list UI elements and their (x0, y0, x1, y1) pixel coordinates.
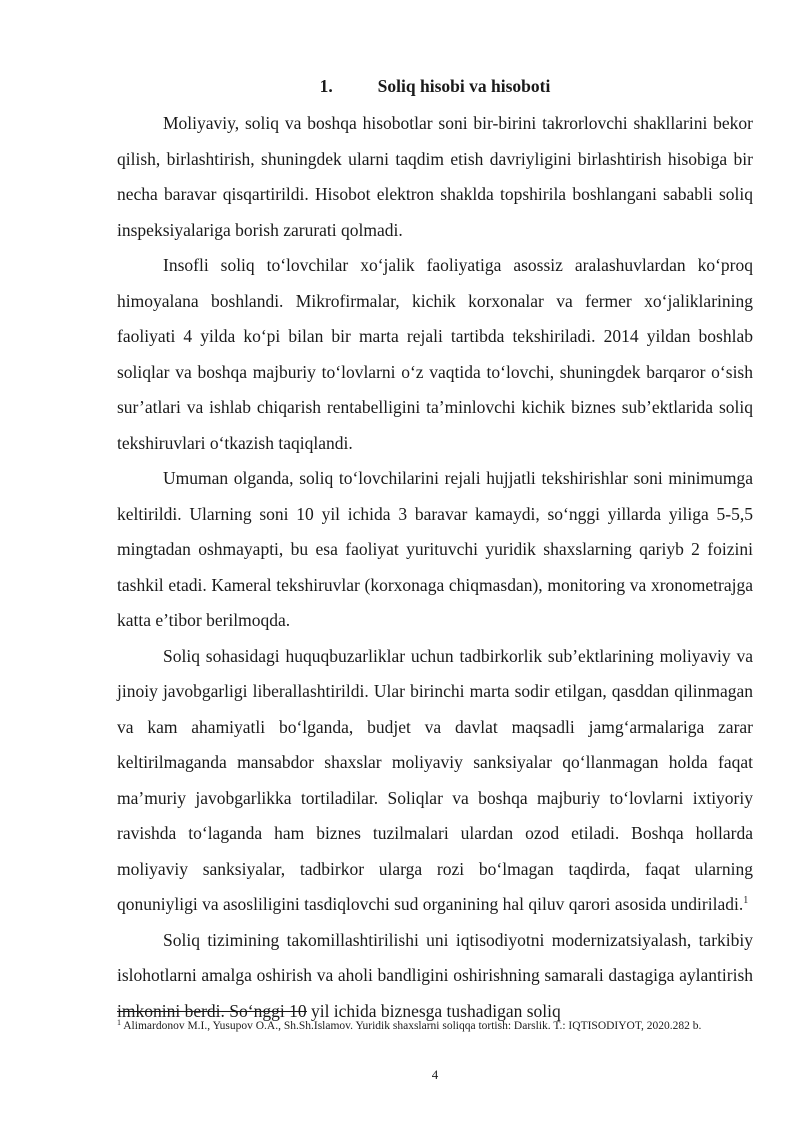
section-heading (117, 74, 753, 98)
paragraph-4 (117, 639, 753, 923)
body-text (117, 106, 753, 1029)
page-number: 4 (431, 1067, 439, 1082)
footnote (117, 1016, 753, 1036)
section-number: 1. (319, 76, 333, 96)
section-title: Soliq hisobi va hisoboti (377, 76, 551, 96)
document-page (117, 0, 753, 1131)
paragraph-4-text: Soliq sohasidagi huquqbuzarliklar uchun tadbirkorlik sub’ektlarining moliyaviy va jinoiy javobgarligi liberallashtirildi. Ular birinchi marta sodir etilgan, qasddan qilinmagan va kam ahamiyatli bo‘lganda, budjet va davlat maqsadli jamg‘armalariga zarar keltirilmaganda mansabdor shaxslar moliyaviy sanksiyalar qo‘llanmagan holda faqat ma’muriy javobgarlikka tortiladilar. Soliqlar va boshqa majburiy to‘lovlarni ixtiyoriy ravishda to‘laganda ham biznes tuzilmalari ulardan ozod etiladi. Boshqa hollarda moliyaviy sanksiyalar, tadbirkor ularga rozi bo‘lmagan taqdirda, faqat ularning qonuniyligi va asosliligini tasdiqlovchi sud organining hal qiluv qarori asosida undiriladi. (117, 645, 753, 914)
footnote-marker: 1 (117, 1018, 121, 1027)
footnote-reference[interactable]: 1 (743, 895, 749, 906)
paragraph-5: Soliq tizimining takomillashtirilishi uni iqtisodiyotni modernizatsiyalash, tarkibiy islohotlarni amalga oshirish va aholi bandligini oshirishning samarali dastagiga aylantirish imkonini berdi. So‘nggi 10 yil ichida biznesga tushadigan soliq (117, 929, 753, 1021)
footnote-divider (117, 1011, 307, 1012)
paragraph-2: Insofli soliq to‘lovchilar xo‘jalik faoliyatiga asossiz aralashuvlardan ko‘proq himoyalana boshlandi. Mikrofirmalar, kichik korxonalar va fermer xo‘jaliklarining faoliyati 4 yilda ko‘pi bilan bir marta rejali tartibda tekshiriladi. 2014 yildan boshlab soliqlar va boshqa majburiy to‘lovlarni o‘z vaqtida to‘lovchi, shuningdek barqaror o‘sish sur’atlari va ishlab chiqarish rentabelligini ta’minlovchi kichik biznes sub’ektlarida soliq tekshiruvlari o‘tkazish taqiqlandi. (117, 255, 753, 453)
paragraph-3: Umuman olganda, soliq to‘lovchilarini rejali hujjatli tekshirishlar soni minimumga keltirildi. Ularning soni 10 yil ichida 3 baravar kamaydi, so‘nggi yillarda yiliga 5-5,5 mingtadan oshmayapti, bu esa faoliyat yurituvchi yuridik shaxslarning qariyb 2 foizini tashkil etadi. Kameral tekshiruvlar (korxonaga chiqmasdan), monitoring va xronometrajga katta e’tibor berilmoqda. (117, 468, 753, 630)
paragraph-1: Moliyaviy, soliq va boshqa hisobotlar soni bir-birini takrorlovchi shakllarini bekor qilish, birlashtirish, shuningdek ularni taqdim etish davriyligini birlashtirish hisobiga bir necha baravar qisqartirildi. Hisobot elektron shaklda topshirila boshlangani sababli soliq inspeksiyalariga borish zarurati qolmadi. (117, 113, 753, 240)
footnote-text: Alimardonov M.I., Yusupov O.A., Sh.Sh.Islamov. Yuridik shaxslarni soliqqa tortish: Darslik. T.: IQTISODIYOT, 2020.282 b. (123, 1020, 702, 1032)
